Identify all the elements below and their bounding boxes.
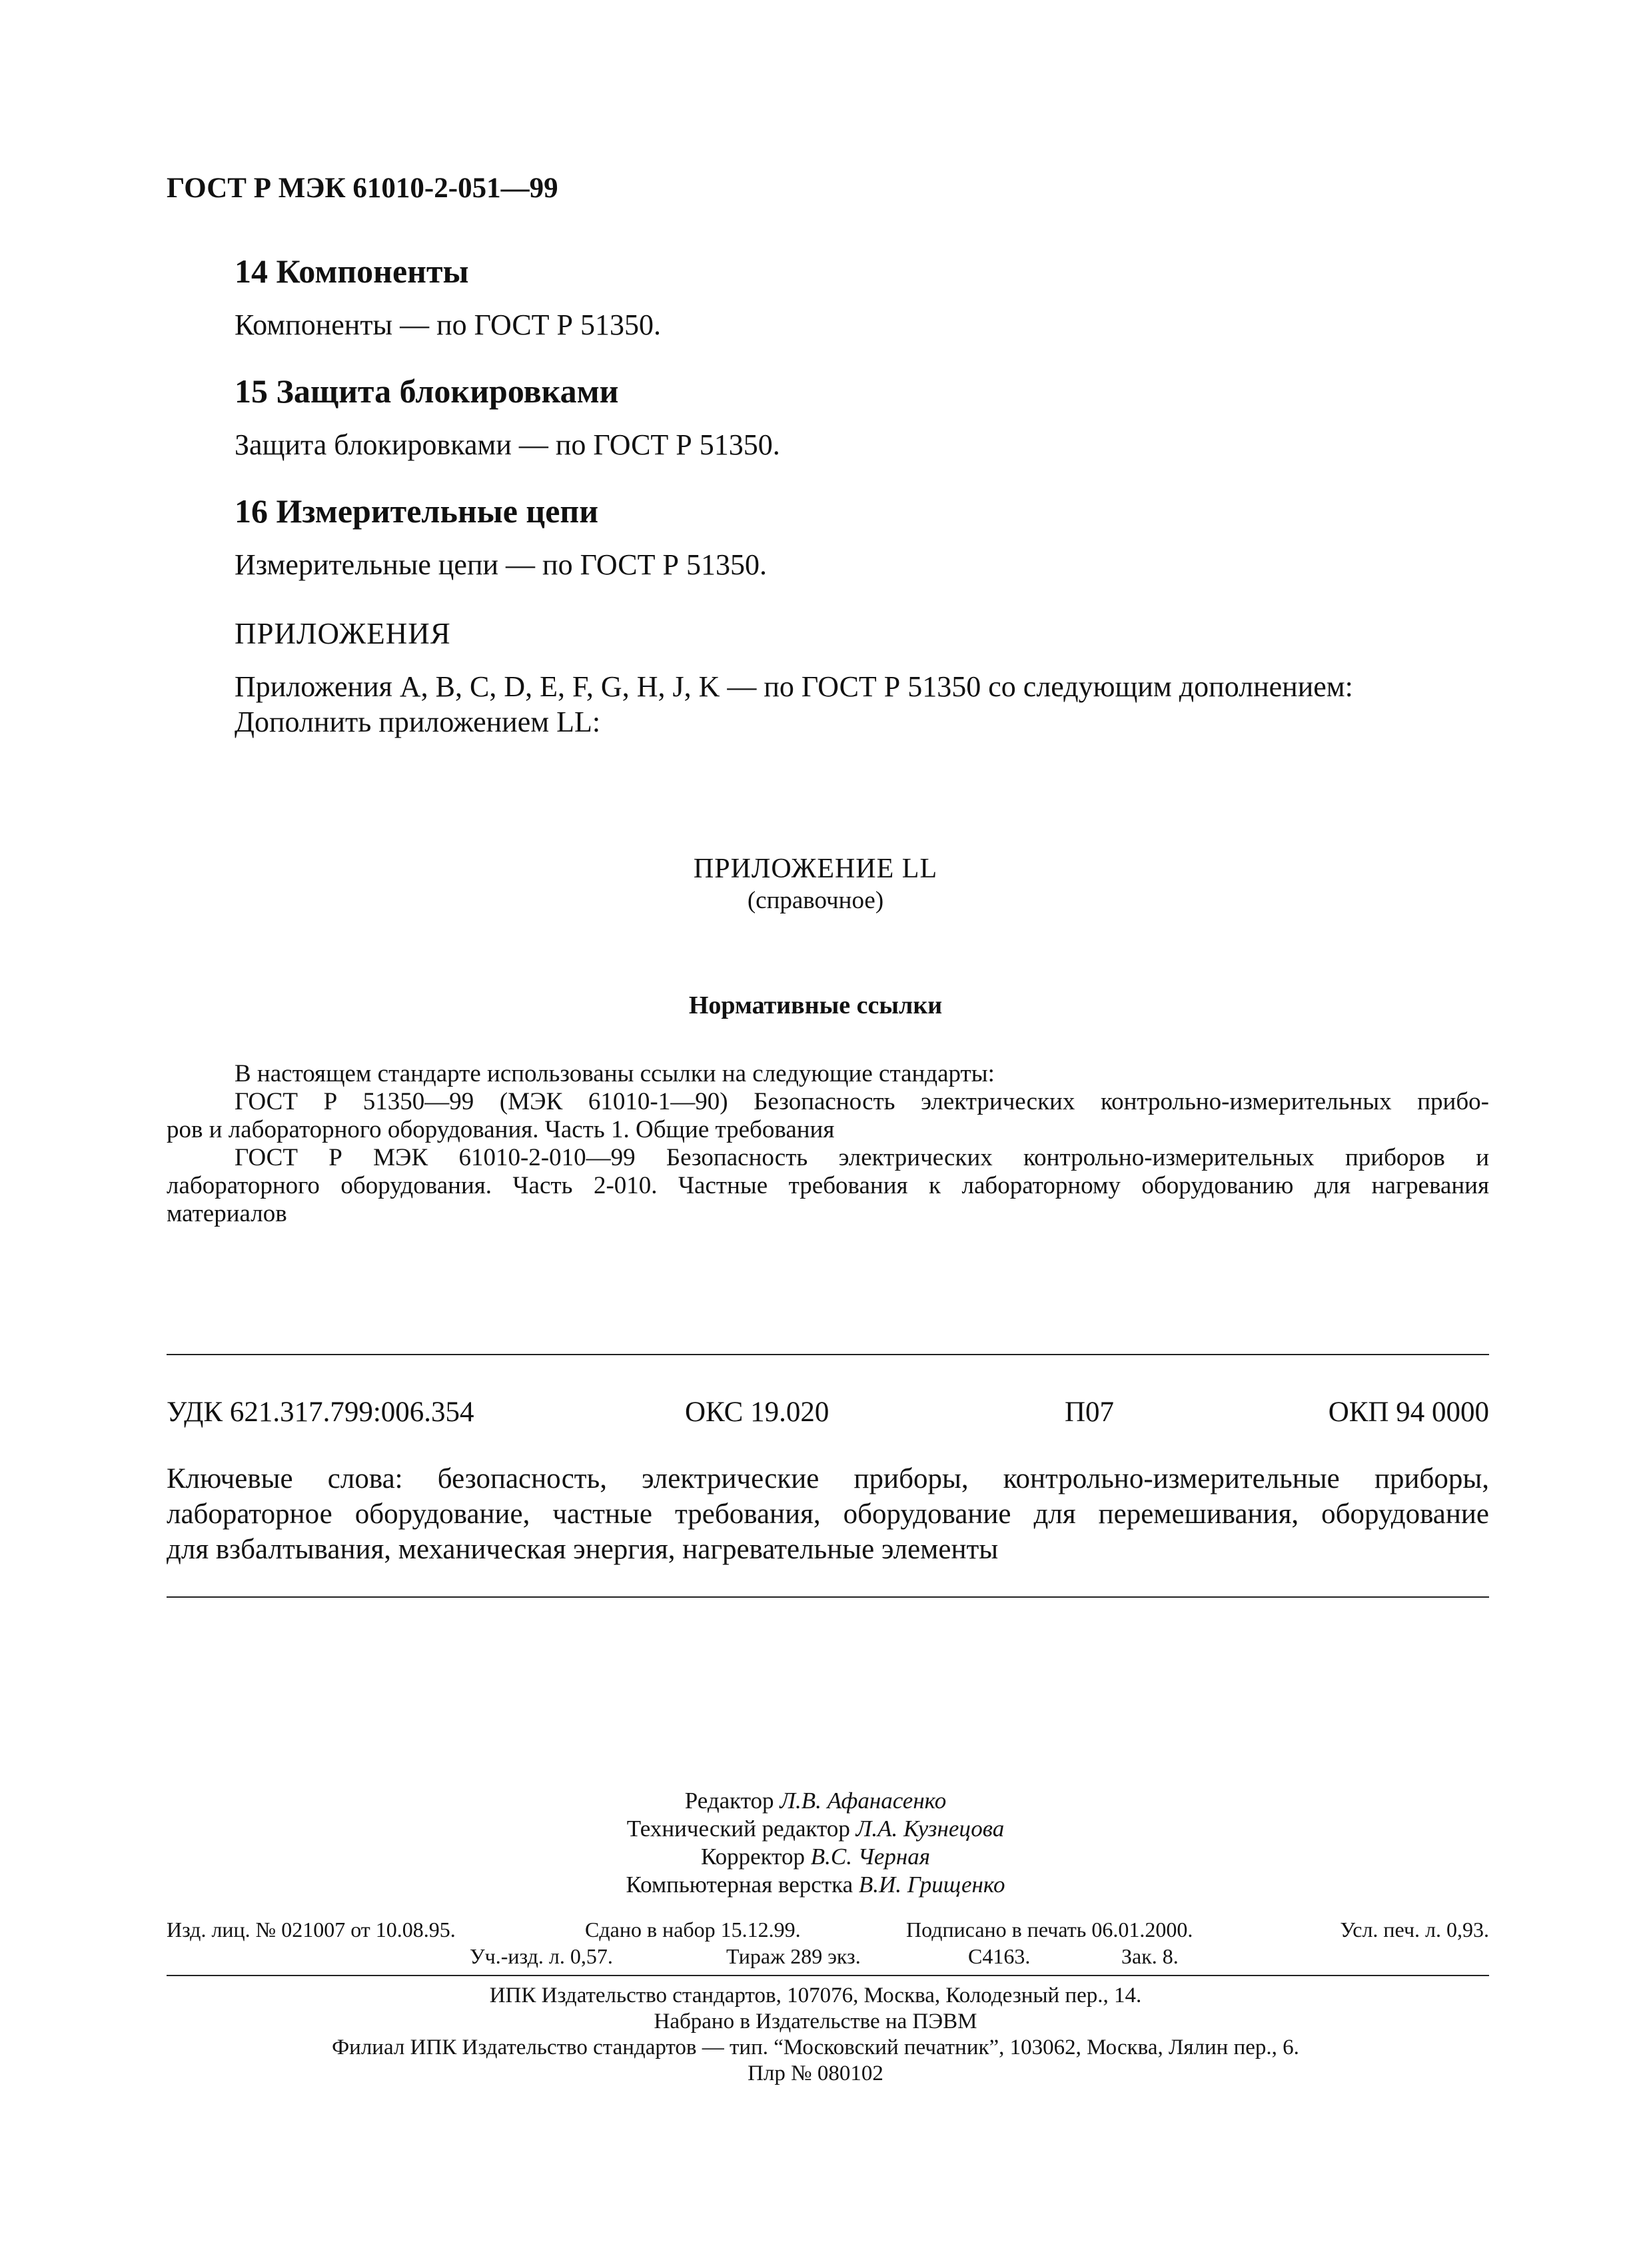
okp-code: ОКП 94 0000	[1328, 1397, 1489, 1428]
section-15-title: 15 Защита блокировками	[235, 372, 619, 410]
divider-bottom	[167, 1596, 1489, 1598]
credit-technical-editor	[0, 1816, 1631, 1842]
credit-person: В.С. Черная	[810, 1844, 931, 1870]
credit-role: Редактор	[684, 1788, 774, 1814]
keywords-line-1: Ключевые слова: безопасность, электрические приборы, контрольно-измерительные приборы,	[167, 1463, 1489, 1494]
appendix-ll-title: ПРИЛОЖЕНИЕ LL	[693, 853, 938, 884]
p-code: П07	[1065, 1397, 1115, 1428]
imprint-license: Изд. лиц. № 021007 от 10.08.95.	[167, 1918, 456, 1942]
imprint-print-sheets: Усл. печ. л. 0,93.	[1340, 1918, 1489, 1942]
credit-layout	[0, 1872, 1631, 1898]
section-16-body: Измерительные цепи — по ГОСТ Р 51350.	[235, 548, 767, 581]
oks-code: ОКС 19.020	[685, 1397, 829, 1428]
credit-proofreader	[0, 1844, 1631, 1870]
credit-role: Технический редактор	[626, 1816, 850, 1842]
divider-top	[167, 1354, 1489, 1355]
reference-1-line-1: ГОСТ Р 51350—99 (МЭК 61010-1—90) Безопасность электрических контрольно-измерительных прибо-	[235, 1088, 1489, 1115]
references-intro: В настоящем стандарте использованы ссылки на следующие стандарты:	[235, 1060, 995, 1087]
reference-1-line-2: ров и лабораторного оборудования. Часть 1. Общие требования	[167, 1116, 835, 1143]
credit-person: В.И. Грищенко	[858, 1872, 1005, 1898]
credit-role: Компьютерная верстка	[626, 1872, 853, 1898]
reference-2-line-3: материалов	[167, 1200, 287, 1227]
credit-editor	[0, 1788, 1631, 1814]
section-15-body: Защита блокировками — по ГОСТ Р 51350.	[235, 428, 780, 461]
section-14-body: Компоненты — по ГОСТ Р 51350.	[235, 308, 662, 341]
credit-role: Корректор	[700, 1844, 805, 1870]
publisher-line-1: ИПК Издательство стандартов, 107076, Москва, Колодезный пер., 14.	[489, 1984, 1142, 2007]
credit-person: Л.В. Афанасенко	[780, 1788, 947, 1814]
keywords-line-3: для взбалтывания, механическая энергия, нагревательные элементы	[167, 1534, 999, 1565]
credit-person: Л.А. Кузнецова	[855, 1816, 1005, 1842]
imprint-order: Зак. 8.	[1121, 1944, 1179, 1968]
publisher-line-4: Плр № 080102	[748, 2061, 883, 2085]
reference-2-line-1: ГОСТ Р МЭК 61010-2-010—99 Безопасность электрических контрольно-измерительных приборов и	[235, 1144, 1489, 1171]
appendices-text-line-2: Дополнить приложением LL:	[235, 706, 601, 738]
imprint-code: С4163.	[968, 1944, 1031, 1968]
appendices-title: ПРИЛОЖЕНИЯ	[235, 617, 451, 650]
imprint-pub-sheets: Уч.-изд. л. 0,57.	[470, 1944, 613, 1968]
appendices-text-line-1: Приложения A, B, C, D, E, F, G, H, J, K — по ГОСТ Р 51350 со следующим дополнением:	[235, 670, 1353, 703]
section-16-title: 16 Измерительные цепи	[235, 492, 599, 530]
document-code: ГОСТ Р МЭК 61010-2-051—99	[167, 173, 558, 204]
divider-imprint	[167, 1975, 1489, 1976]
appendix-ll-heading: Нормативные ссылки	[688, 991, 943, 1019]
section-14-title: 14 Компоненты	[235, 253, 469, 290]
appendix-ll-subtitle: (справочное)	[747, 887, 884, 914]
keywords-line-2: лабораторное оборудование, частные требования, оборудование для перемешивания, оборудование	[167, 1498, 1489, 1530]
imprint-sent: Сдано в набор 15.12.99.	[585, 1918, 801, 1942]
publisher-line-2: Набрано в Издательстве на ПЭВМ	[654, 2009, 977, 2033]
imprint-signed: Подписано в печать 06.01.2000.	[906, 1918, 1193, 1942]
reference-2-line-2: лабораторного оборудования. Часть 2-010. Частные требования к лабораторному оборудованию для нагревания	[167, 1172, 1489, 1199]
imprint-run: Тираж 289 экз.	[726, 1944, 861, 1968]
udk-code: УДК 621.317.799:006.354	[167, 1397, 474, 1428]
publisher-line-3: Филиал ИПК Издательство стандартов — тип. “Московский печатник”, 103062, Москва, Лялин пер., 6.	[332, 2035, 1299, 2059]
